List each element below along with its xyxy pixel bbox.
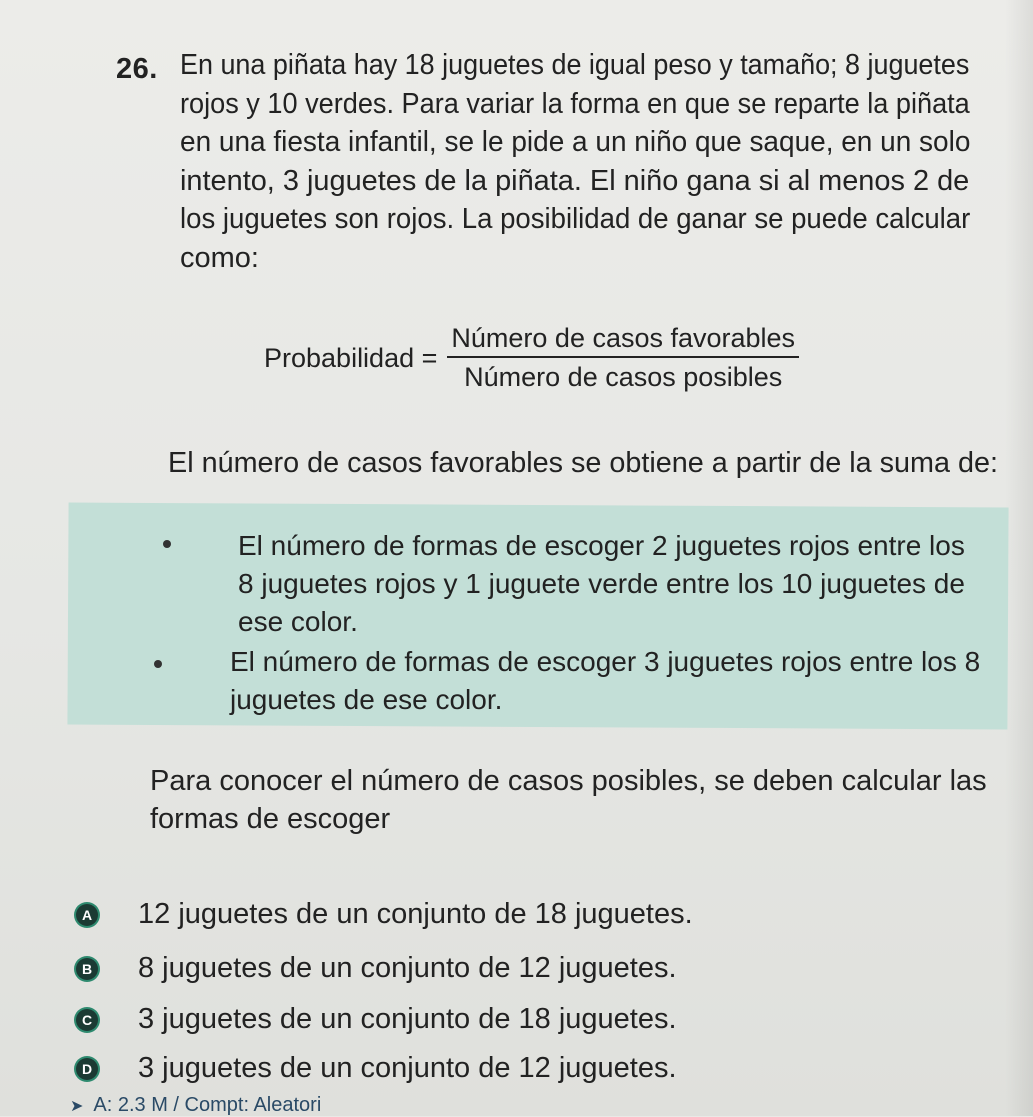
stem-line: los juguetes son rojos. La posibilidad de ganar se puede calcular [180,203,971,235]
posibles-line: formas de escoger [150,803,391,835]
box-item-2-line: juguetes de ese color. [230,684,503,715]
formula-label: Probabilidad = [264,342,438,373]
footer-text: A: 2.3 M / Compt: Aleatori [93,1094,322,1116]
option-d-badge: D [76,1058,98,1080]
chevron-right-icon: ➤ [70,1097,84,1115]
option-c-text: 3 juguetes de un conjunto de 18 juguetes. [138,1003,677,1035]
probability-formula [264,318,799,398]
box-item-1-line: 8 juguetes rojos y 1 juguete verde entre los 10 juguetes de [238,568,965,599]
stem-line: rojos y 10 verdes. Para variar la forma en que se reparte la piñata [180,87,970,120]
stem-line: en una fiesta infantil, se le pide a un niño que saque, en un solo [180,126,971,158]
stem-line: intento, 3 juguetes de la piñata. El niño gana si al menos 2 de [180,164,970,197]
question-number: 26. [116,53,158,85]
option-a-text: 12 juguetes de un conjunto de 18 juguetes. [138,898,693,930]
option-c-badge: C [76,1009,98,1031]
option-a[interactable] [76,898,693,931]
option-c[interactable] [76,1003,677,1036]
option-b-text: 8 juguetes de un conjunto de 12 juguetes. [138,952,677,984]
box-item-1 [238,527,965,641]
bullet-dot [154,660,162,668]
formula-fraction [447,323,799,393]
option-d[interactable] [76,1052,677,1085]
bullet-dot [163,540,171,548]
option-a-badge: A [76,904,98,926]
footer-note [70,1094,321,1117]
posibles-line: Para conocer el número de casos posibles, se deben calcular las [150,765,987,797]
stem-line: En una piñata hay 18 juguetes de igual peso y tamaño; 8 juguetes [180,49,970,81]
formula-denominator: Número de casos posibles [464,362,783,392]
formula-numerator: Número de casos favorables [447,323,799,358]
posibles-text [150,762,1010,838]
option-b[interactable] [76,952,677,985]
stem-line: como: [180,241,259,274]
favorables-intro: El número de casos favorables se obtiene a partir de la suma de: [168,447,998,479]
box-item-2-line: El número de formas de escoger 3 juguetes rojos entre los 8 [230,646,981,677]
box-item-1-line: ese color. [238,606,358,637]
option-d-text: 3 juguetes de un conjunto de 12 juguetes. [138,1052,677,1084]
question-stem [180,46,980,277]
box-item-2 [230,643,980,719]
option-b-badge: B [76,958,98,980]
page-spine-shadow [1005,0,1033,1116]
box-item-1-line: El número de formas de escoger 2 juguetes rojos entre los [238,530,965,561]
